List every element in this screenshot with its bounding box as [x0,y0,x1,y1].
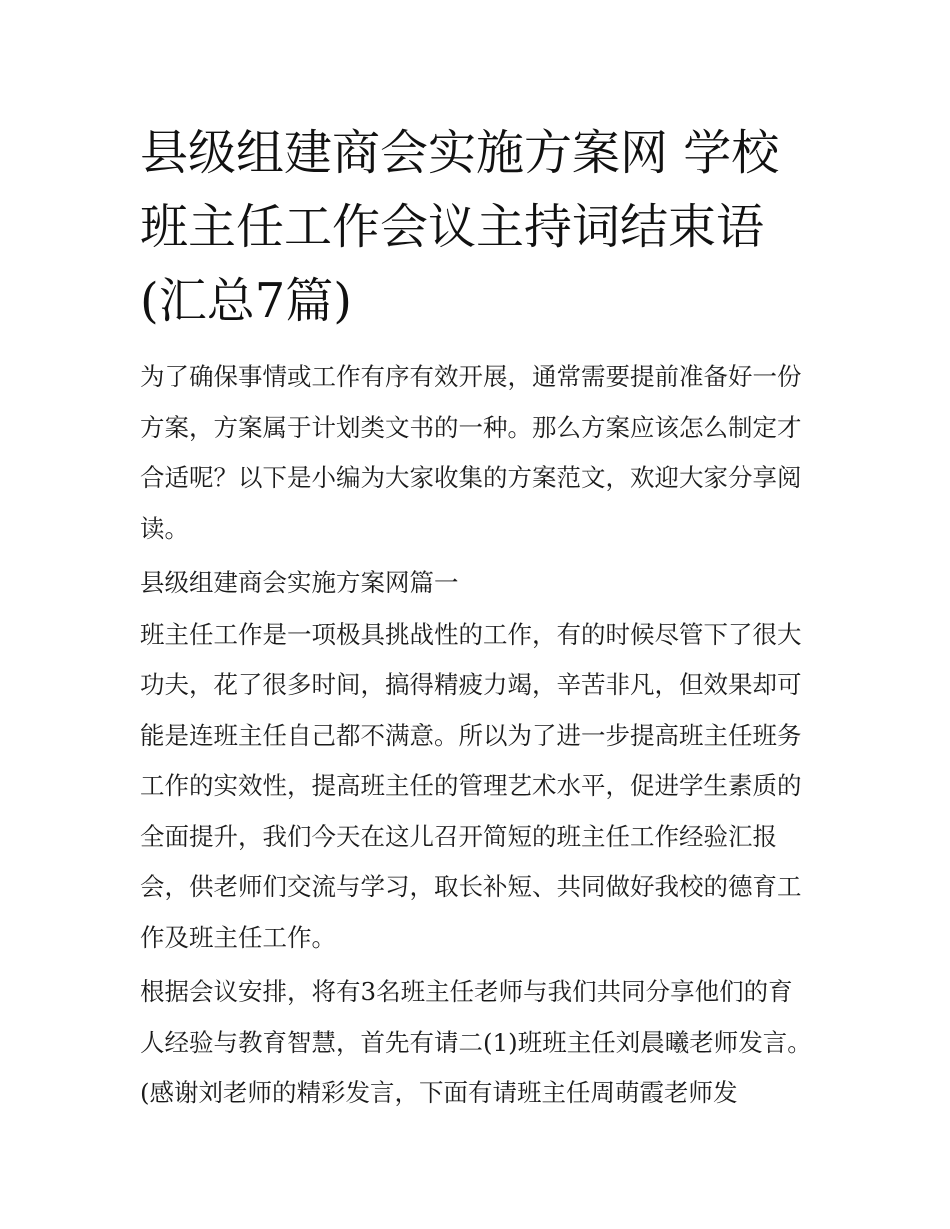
document-title: 县级组建商会实施方案网 学校班主任工作会议主持词结束语(汇总7篇) [140,125,780,329]
document-body [140,352,815,1123]
body-paragraph: 班主任工作是一项极具挑战性的工作，有的时候尽管下了很大功夫，花了很多时间，搞得精疲力竭，辛苦非凡，但效果却可能是连班主任自己都不满意。所以为了进一步提高班主任班务工作的实效性，提高班主任的管理艺术水平，促进学生素质的全面提升，我们今天在这儿召开简短的班主任工作经验汇报会，供老师们交流与学习，取长补短、共同做好我校的德育工作及班主任工作。 [140,619,802,952]
intro-paragraph: 为了确保事情或工作有序有效开展，通常需要提前准备好一份方案，方案属于计划类文书的一种。那么方案应该怎么制定才合适呢？以下是小编为大家收集的方案范文，欢迎大家分享阅读。 [140,362,802,543]
section-heading: 县级组建商会实施方案网篇一 [140,568,459,597]
body-paragraph: 根据会议安排，将有3名班主任老师与我们共同分享他们的育人经验与教育智慧，首先有请二(1)班班主任刘晨曦老师发言。(感谢刘老师的精彩发言，下面有请班主任周萌霞老师发 [140,977,812,1107]
